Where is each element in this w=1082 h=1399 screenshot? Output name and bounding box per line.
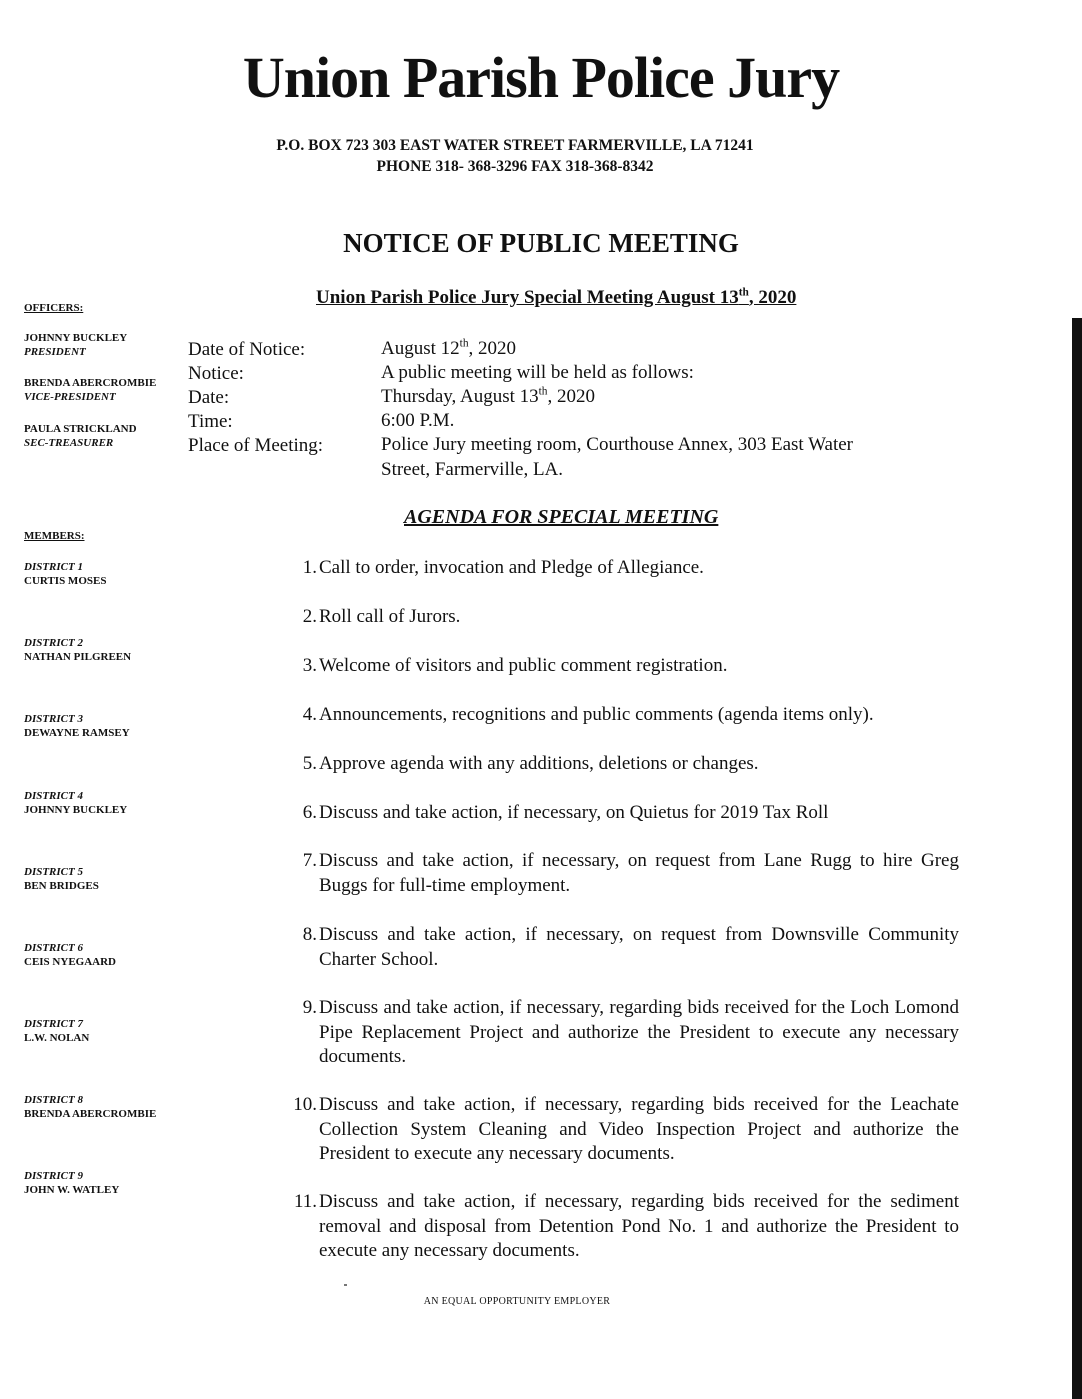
agenda-item-text: Welcome of visitors and public comment registration. [319,655,728,676]
member-name: BRENDA ABERCROMBIE [24,1108,157,1120]
agenda-item-text: Discuss and take action, if necessary, regarding bids received for the sediment removal and disposal from Detention Pond No. 1 and authorize the President to execute any necessary documents. [319,1191,959,1261]
scan-speck [344,1284,347,1286]
member-district: DISTRICT 8 [24,1094,83,1106]
meeting-title-year: , 2020 [748,287,797,308]
meeting-title-text: Union Parish Police Jury Special Meeting August 13 [316,287,739,308]
agenda-item-text: Approve agenda with any additions, deletions or changes. [319,753,759,774]
officer-name: PAULA STRICKLAND [24,423,137,435]
agenda-item [283,996,959,1070]
officers-heading: OFFICERS: [24,302,84,314]
agenda-item [283,1190,959,1264]
member-district: DISTRICT 4 [24,790,83,802]
agenda-item-text: Discuss and take action, if necessary, on request from Lane Rugg to hire Greg Buggs for full-time employment. [319,850,959,896]
member-name: CURTIS MOSES [24,575,107,587]
date-year: , 2020 [547,386,595,407]
agenda-item [283,654,959,679]
date-of-notice-text: August 12 [381,338,460,359]
member-name: JOHNNY BUCKLEY [24,804,128,816]
date-text: Thursday, August 13 [381,386,539,407]
organization-title: Union Parish Police Jury [242,45,840,110]
agenda-item-number: 11. [293,1191,317,1212]
officer-name: JOHNNY BUCKLEY [24,332,128,344]
date-value [381,385,595,409]
member-name: BEN BRIDGES [24,880,99,892]
date-label: Date: [188,387,230,408]
agenda-item [283,923,959,972]
agenda-item-number: 9. [302,997,317,1018]
notice-heading: NOTICE OF PUBLIC MEETING [343,228,739,258]
agenda-item-text: Call to order, invocation and Pledge of Allegiance. [319,557,704,578]
agenda-heading: AGENDA FOR SPECIAL MEETING [404,506,719,528]
date-of-notice-superscript: th [459,337,469,350]
member-district: DISTRICT 7 [24,1018,83,1030]
agenda-item-text: Roll call of Jurors. [319,606,461,627]
notice-value: A public meeting will be held as follows: [381,362,694,383]
date-superscript: th [538,385,548,398]
officer-title: VICE-PRESIDENT [24,391,116,403]
agenda-item-text: Discuss and take action, if necessary, on request from Downsville Community Charter School. [319,924,959,970]
footer-text: AN EQUAL OPPORTUNITY EMPLOYER [423,1296,611,1307]
notice-label: Notice: [188,363,244,384]
time-label: Time: [188,411,233,432]
member-district: DISTRICT 2 [24,637,83,649]
date-of-notice-value [381,337,516,361]
place-value-line-2: Street, Farmerville, LA. [381,459,564,480]
agenda-item [283,703,959,728]
place-label: Place of Meeting: [188,435,324,456]
member-district: DISTRICT 1 [24,561,83,573]
members-heading: MEMBERS: [24,530,85,542]
place-value-line-1: Police Jury meeting room, Courthouse Annex, 303 East Water [381,434,853,455]
agenda-item-number: 1. [302,557,317,578]
member-name: NATHAN PILGREEN [24,651,132,663]
member-name: L.W. NOLAN [24,1032,90,1044]
date-of-notice-year: , 2020 [468,338,517,359]
meeting-title [316,287,796,309]
member-name: DEWAYNE RAMSEY [24,727,130,739]
agenda-item [283,605,959,630]
agenda-item-text: Discuss and take action, if necessary, on Quietus for 2019 Tax Roll [319,802,829,823]
date-of-notice-label: Date of Notice: [188,339,306,360]
agenda-item [283,556,959,581]
address-line: P.O. BOX 723 303 EAST WATER STREET FARMERVILLE, LA 71241 [276,137,754,154]
scan-edge-shadow [1072,318,1082,1399]
member-district: DISTRICT 9 [24,1170,83,1182]
agenda-item-number: 2. [302,606,317,627]
officer-name: BRENDA ABERCROMBIE [24,377,157,389]
time-value: 6:00 P.M. [381,410,455,431]
agenda-item-number: 7. [302,850,317,871]
agenda-item [283,752,959,777]
agenda-item [283,801,959,826]
agenda-item-text: Discuss and take action, if necessary, regarding bids received for the Loch Lomond Pipe Replacement Project and authorize the President to execute any necessary documents. [319,997,959,1067]
agenda-item-text: Announcements, recognitions and public comments (agenda items only). [319,704,874,725]
member-district: DISTRICT 3 [24,713,83,725]
meeting-title-superscript: th [738,286,749,299]
agenda-item [283,1093,959,1167]
agenda-item-number: 5. [302,753,317,774]
agenda-item-number: 10. [293,1094,317,1115]
officer-title: SEC-TREASURER [24,437,114,449]
agenda-item [283,849,959,898]
member-name: CEIS NYEGAARD [24,956,116,968]
agenda-item-text: Discuss and take action, if necessary, regarding bids received for the Leachate Collection System Cleaning and Video Inspection Project and authorize the President to execute any necessary documents. [319,1094,959,1164]
member-district: DISTRICT 5 [24,866,83,878]
officer-title: PRESIDENT [24,346,86,358]
agenda-item-number: 8. [302,924,317,945]
agenda-item-number: 6. [302,802,317,823]
member-name: JOHN W. WATLEY [24,1184,120,1196]
member-district: DISTRICT 6 [24,942,83,954]
agenda-item-number: 3. [302,655,317,676]
phone-fax-line: PHONE 318- 368-3296 FAX 318-368-8342 [376,158,654,175]
agenda-item-number: 4. [302,704,317,725]
